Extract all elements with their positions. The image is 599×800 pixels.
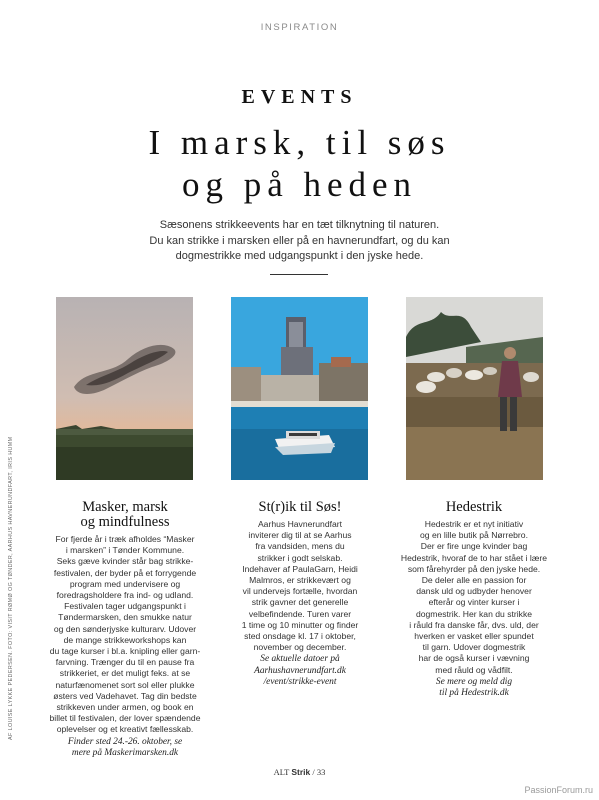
headline-line: og på heden (181, 165, 418, 204)
article-title: Masker, marsk og mindfulness (80, 499, 170, 530)
section-label: INSPIRATION (260, 22, 339, 33)
article-body: Aarhus Havnerundfart inviterer dig til at se Aarhus fra vandsiden, mens du strikker i godt selskab. Indehaver af PaulaGarn, Heidi Malmros, er strikkevært og vil undervejs fortælle, hvordan strik gavner det generelle velbefindende. Turen varer 1 time og 10 minutter og finder sted onsdage kl. 17 i oktober, november og december. (241, 519, 359, 653)
folio-section: Strik (291, 767, 311, 777)
intro-line: Sæsonens strikkeevents har en tæt tilknytning til naturen. (159, 219, 440, 231)
article-strik-til-sos (220, 500, 380, 689)
headline-line: I marsk, til søs (148, 123, 451, 162)
article-masker (45, 500, 205, 760)
intro (60, 218, 539, 265)
article-body: For fjerde år i træk afholdes “Masker i marsken” i Tønder Kommune. Seks gæve kvinder står bag strikke- festivalen, der byder på et forrygende program med undervisere og foredragsholdere fra ind- og udland. Festivalen tager udgangspunkt i Tøndermarsken, den smukke natur og den sønderjyske kulturarv. Udover de mange strikkeworkshops kan du tage kurser i bl.a. knipling eller garn- farvning. Trænger du til en pause fra strikkeriet, er det muligt feks. at se naturfænomenet sort sol eller plukke østers ved Vadehavet. Tag din bedste strikkeven under armen, og book en billet til festivalen, der lover spændende oplevelser og et kreativt fællesskab. (49, 534, 201, 735)
headline (0, 122, 599, 206)
article-hedestrik (394, 500, 554, 700)
folio-magazine: ALT (273, 767, 290, 777)
kicker: EVENTS (241, 86, 358, 108)
folio (0, 767, 599, 777)
article-title: St(r)ik til Søs! (258, 499, 342, 515)
intro-line: Du kan strikke i marsken eller på en havnerundfart, og du kan (149, 234, 450, 247)
watermark: PassionForum.ru (524, 785, 593, 795)
page-number: / 33 (312, 767, 326, 777)
photo-murmuration (56, 297, 193, 480)
article-cta: Se aktuelle datoer på Aarhushavnerundfart.dk /event/strikke-event (254, 654, 346, 688)
photo-heath (406, 297, 543, 480)
photo-credit: AF LOUISE LYKKE PEDERSEN. FOTO: VISIT RØMØ OG TØNDER, AARHUS HAVNERUNDFART, IRIS HUMM (8, 436, 14, 740)
article-body: Hedestrik er et nyt initiativ og en lille butik på Nørrebro. Der er fire unge kvinder bag Hedestrik, hvoraf de to har stået i lære som fårehyrder på den jyske hede. De deler alle en passion for dansk uld og udbyder henover efterår og vinter kurser i dogmestrik. Her kan du strikke i råuld fra danske får, dvs. uld, der hverken er vasket eller spundet til garn. Udover dogmestrik har de også kurser i vævning med råuld og vådfilt. (400, 519, 548, 675)
article-title: Hedestrik (445, 499, 503, 515)
divider (270, 274, 328, 275)
photo-harbor (231, 297, 368, 480)
article-cta: Se mere og meld dig til på Hedestrik.dk (435, 676, 513, 699)
intro-line: dogmestrikke med udgangspunkt i den jyske hede. (175, 250, 424, 262)
article-cta: Finder sted 24.-26. oktober, se mere på Maskerimarsken.dk (67, 736, 183, 759)
